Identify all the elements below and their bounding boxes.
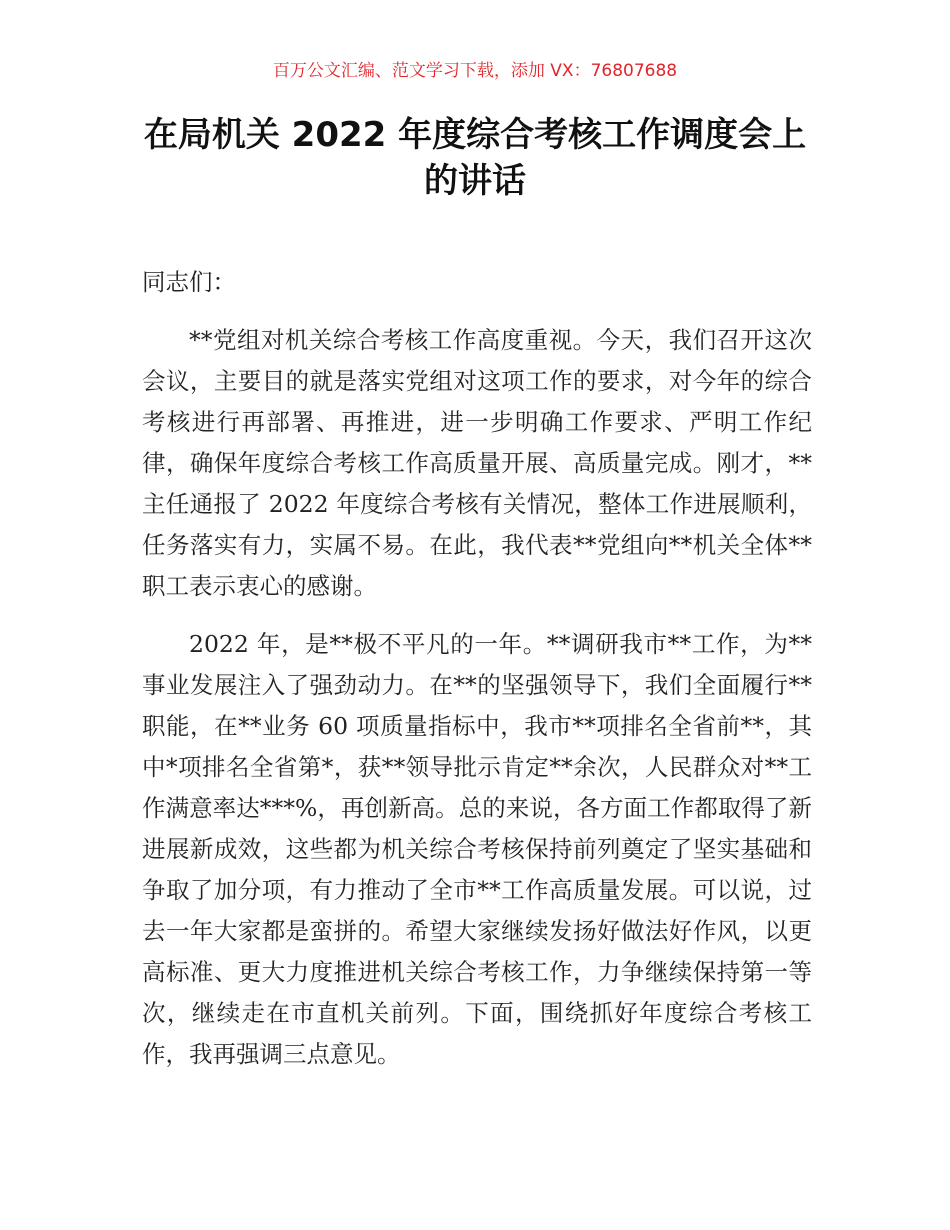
salutation: 同志们：: [142, 268, 236, 296]
document-body: [142, 262, 812, 1092]
document-title: 在局机关 2022 年度综合考核工作调度会上的讲话: [143, 115, 807, 201]
promo-header: 百万公文汇编、范文学习下载，添加 VX：76807688: [272, 61, 678, 81]
paragraph-1: **党组对机关综合考核工作高度重视。今天，我们召开这次会议，主要目的就是落实党组对这项工作的要求，对今年的综合考核进行再部署、再推进，进一步明确工作要求、严明工作纪律，确保年度综合考核工作高质量开展、高质量完成。刚才，**主任通报了 2022 年度综合考核有关情况，整体工作进展顺利，任务落实有力，实属不易。在此，我代表**党组向**机关全体**职工表示衷心的感谢。: [142, 326, 812, 600]
paragraph-2: 2022 年，是**极不平凡的一年。**调研我市**工作，为**事业发展注入了强劲动力。在**的坚强领导下，我们全面履行**职能，在**业务 60 项质量指标中，我市**项排名全省前**，其中*项排名全省第*，获**领导批示肯定**余次，人民群众对**工作满意率达***%，再创新高。总的来说，各方面工作都取得了新进展新成效，这些都为机关综合考核保持前列奠定了坚实基础和争取了加分项，有力推动了全市**工作高质量发展。可以说，过去一年大家都是蛮拼的。希望大家继续发扬好做法好作风，以更高标准、更大力度推进机关综合考核工作，力争继续保持第一等次，继续走在市直机关前列。下面，围绕抓好年度综合考核工作，我再强调三点意见。: [142, 630, 812, 1068]
